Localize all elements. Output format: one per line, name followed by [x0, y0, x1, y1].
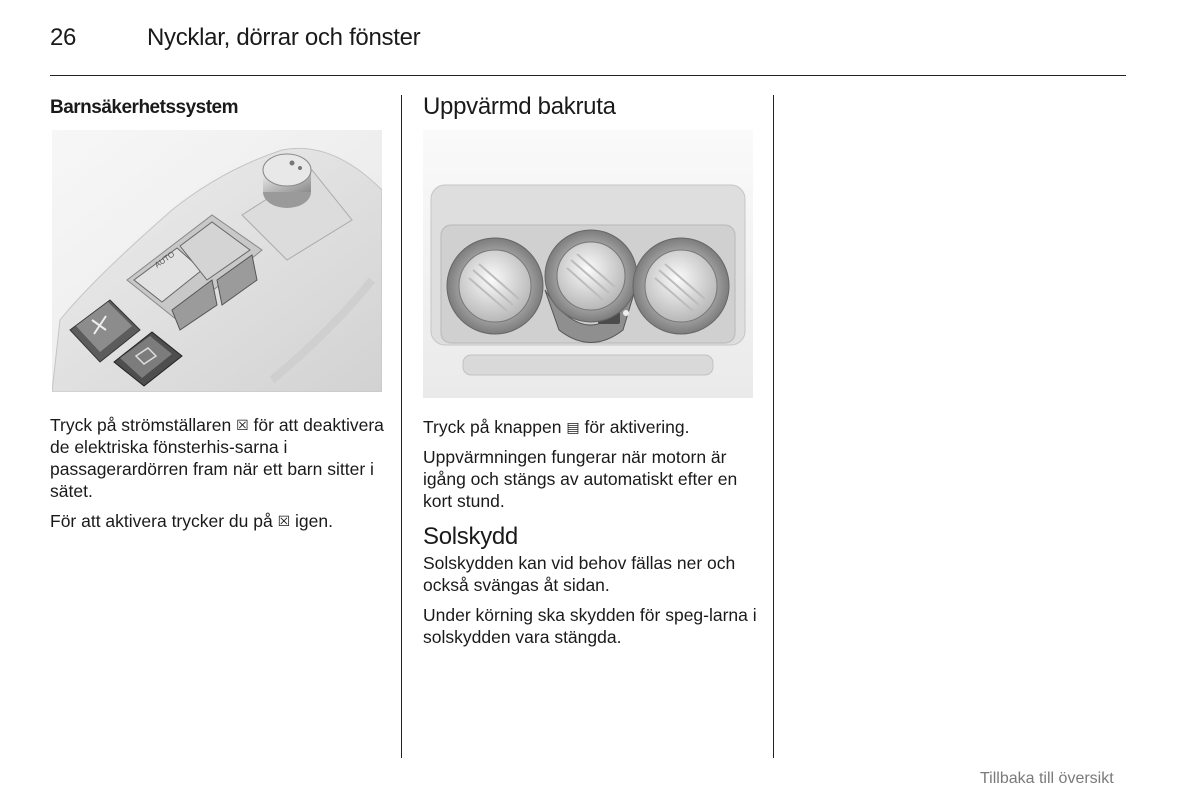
child-lock-reactivate — [50, 510, 390, 532]
middle-heading-block — [423, 93, 763, 120]
child-lock-icon: ☒ — [236, 417, 249, 433]
section-heading-sunvisor: Solskydd — [423, 523, 518, 550]
rear-window-heater-icon: ▤ — [566, 419, 580, 435]
text-span: för aktivering. — [584, 417, 690, 437]
left-column — [50, 97, 390, 119]
window-switch-illustration — [52, 130, 382, 392]
sunvisor-mirror-note: Under körning ska skydden för speg-larna i solskydden vara stängda. — [423, 605, 757, 647]
text-span: Tryck på strömställaren — [50, 415, 232, 435]
rear-window-note: Uppvärmningen fungerar när motorn är igång och stängs av automatiskt efter en kort stund. — [423, 447, 738, 511]
text-span: Tryck på knappen — [423, 417, 562, 437]
column-divider-1 — [401, 95, 402, 758]
chapter-title: Nycklar, dörrar och fönster — [147, 24, 421, 51]
back-to-overview-link[interactable]: Tillbaka till översikt — [980, 770, 1114, 787]
child-lock-icon: ☒ — [277, 513, 291, 529]
section-heading-rear-window: Uppvärmd bakruta — [423, 93, 616, 120]
middle-text-block — [423, 416, 763, 656]
left-text-block — [50, 414, 390, 540]
rear-window-instruction — [423, 416, 763, 438]
page-number: 26 — [50, 24, 77, 51]
text-span: för att deaktivera de elektriska fönsterhis-sarna i passagerardörren fram när ett barn sitter i sätet. — [50, 415, 384, 501]
climate-control-illustration — [423, 130, 753, 398]
column-divider-2 — [773, 95, 774, 758]
text-span: igen. — [295, 511, 333, 531]
auto-switch-label: AUTO — [152, 249, 177, 270]
text-span: För att aktivera trycker du på — [50, 511, 273, 531]
sunvisor-text: Solskydden kan vid behov fällas ner och också svängas åt sidan. — [423, 553, 736, 595]
child-lock-instruction — [50, 414, 390, 502]
header-rule — [50, 75, 1126, 76]
section-heading-child-lock: Barnsäkerhetssystem — [50, 97, 239, 118]
